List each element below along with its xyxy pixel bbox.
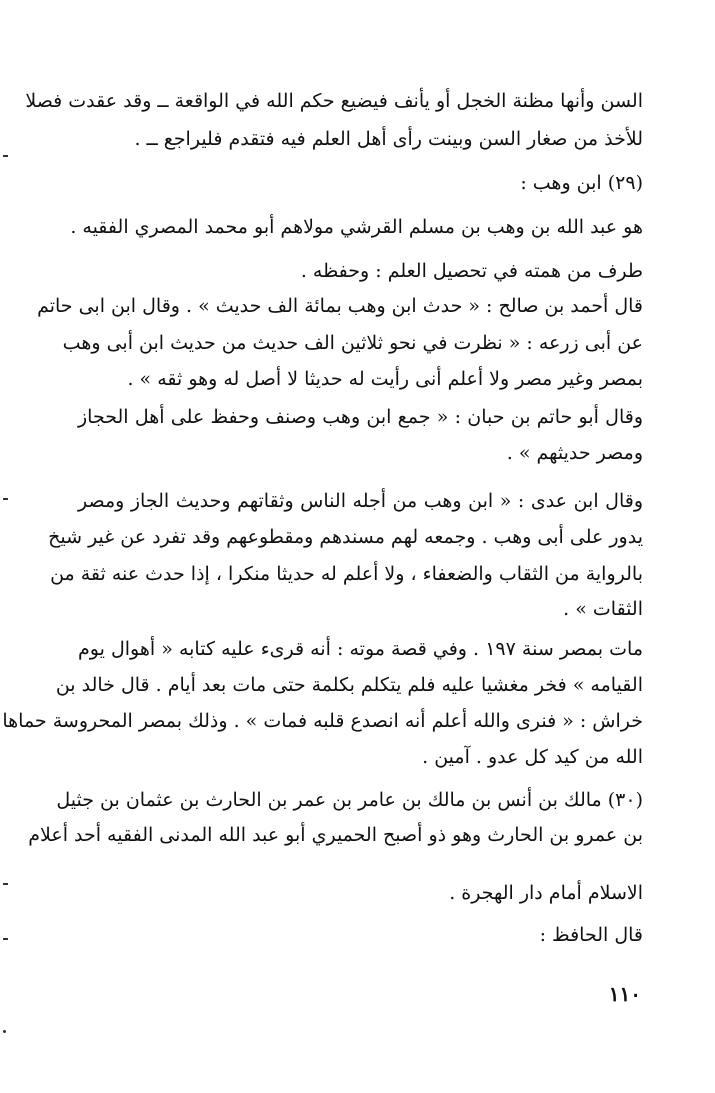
margin-mark [3,883,8,885]
margin-mark [3,1030,6,1033]
entry-heading-29: (٢٩) ابن وهب : [520,172,643,194]
margin-mark [3,155,8,157]
section-subheading: طرف من همته في تحصيل العلم : وحفظه . [300,260,643,282]
text-line-22: قال الحافظ : [539,924,643,946]
text-line-17: خراش : « فنرى والله أعلم أنه انصدع قلبه فمات » . وذلك بمصر المحروسة حماها [2,710,643,732]
text-line-7: عن أبى زرعه : « نظرت في نحو ثلاثين الف حديث من حديث ابن أبى وهب [62,332,643,354]
text-line-10: ومصر حديثهم » . [506,442,643,464]
text-line-9: وقال أبو حاتم بن حبان : « جمع ابن وهب وصنف وحفظ على أهل الحجاز [78,406,643,428]
text-line-1: السن وأنها مظنة الخجل أو يأنف فيضيع حكم الله في الواقعة ــ وقد عقدت فصلا [25,90,643,112]
text-line-8: بمصر وغير مصر ولا أعلم أنى رأيت له حديثا لا أصل له وهو ثقه » . [127,368,643,390]
text-line-4: هو عبد الله بن وهب بن مسلم القرشي مولاهم أبو محمد المصري الفقيه . [70,216,643,238]
text-line-15: مات بمصر سنة ١٩٧ . وفي قصة موته : أنه قرىء عليه كتابه « أهوال يوم [78,638,643,660]
margin-mark [3,498,8,500]
text-line-11: وقال ابن عدى : « ابن وهب من أجله الناس وثقاتهم وحديث الجاز ومصر [78,490,643,512]
text-line-13: بالرواية من الثقاب والضعفاء ، ولا أعلم له حديثا منكرا ، إذا حدث عنه ثقة من [50,563,643,585]
text-line-6: قال أحمد بن صالح : « حدث ابن وهب بمائة الف حديث » . وقال ابن ابى حاتم [37,295,643,317]
margin-mark [3,938,8,940]
page-number: ١١٠ [608,982,641,1006]
text-line-16: القيامه » فخر مغشيا عليه فلم يتكلم بكلمة حتى مات بعد أيام . قال خالد بن [55,674,643,696]
text-line-2: للأخذ من صغار السن وبينت رأى أهل العلم فيه فتقدم فليراجع ــ . [134,128,643,150]
text-line-14: الثقات » . [563,598,643,620]
text-line-20: بن عمرو بن الحارث وهو ذو أصبح الحميري أبو عبد الله المدنى الفقيه أحد أعلام [28,824,643,846]
text-line-21: الاسلام أمام دار الهجرة . [449,882,643,904]
text-line-12: يدور على أبى وهب . وجمعه لهم مسندهم ومقطوعهم وقد تفرد عن غير شيخ [48,526,643,548]
text-line-18: الله من كيد كل عدو . آمين . [422,746,643,768]
entry-heading-30: (٣٠) مالك بن أنس بن مالك بن عامر بن عمر بن الحارث بن عثمان بن جثيل [56,789,643,811]
